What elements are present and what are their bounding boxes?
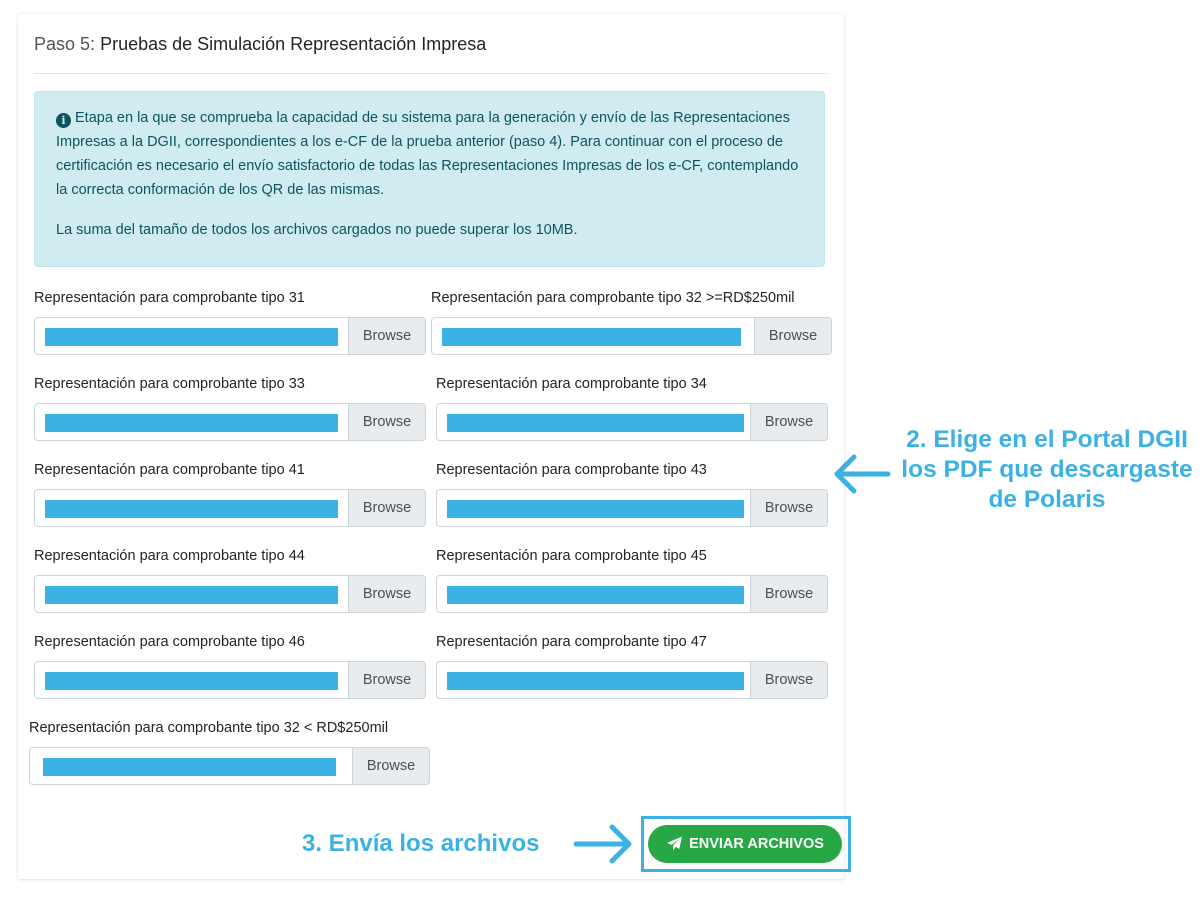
enviar-archivos-label: ENVIAR ARCHIVOS: [689, 836, 824, 852]
upload-input-34[interactable]: [436, 403, 828, 441]
upload-label-46: Representación para comprobante tipo 46: [34, 634, 305, 650]
browse-button[interactable]: Browse: [750, 662, 827, 698]
browse-button[interactable]: Browse: [348, 662, 425, 698]
upload-input-47[interactable]: [436, 661, 828, 699]
file-name-redacted: [447, 414, 744, 432]
upload-label-47: Representación para comprobante tipo 47: [436, 634, 707, 650]
divider: [34, 73, 827, 74]
upload-label-44: Representación para comprobante tipo 44: [34, 548, 305, 564]
file-name-redacted: [45, 328, 338, 346]
file-name-redacted: [45, 672, 338, 690]
upload-label-41: Representación para comprobante tipo 41: [34, 462, 305, 478]
annotation-step-2: 2. Elige en el Portal DGII los PDF que descargaste de Polaris: [901, 426, 1193, 513]
file-name-redacted: [43, 758, 336, 776]
upload-label-33: Representación para comprobante tipo 33: [34, 376, 305, 392]
browse-button[interactable]: Browse: [754, 318, 831, 354]
upload-label-32-mayor: Representación para comprobante tipo 32 >=RD$250mil: [431, 290, 795, 306]
upload-label-32-menor: Representación para comprobante tipo 32 < RD$250mil: [29, 720, 389, 736]
annotation-step-3: 3. Envía los archivos: [302, 830, 540, 857]
upload-input-32-menor[interactable]: [29, 747, 430, 785]
browse-button[interactable]: Browse: [348, 576, 425, 612]
step5-card: [18, 14, 844, 879]
paper-plane-icon: [666, 836, 683, 851]
upload-label-45: Representación para comprobante tipo 45: [436, 548, 707, 564]
upload-input-45[interactable]: [436, 575, 828, 613]
browse-button[interactable]: Browse: [352, 748, 429, 784]
upload-input-31[interactable]: [34, 317, 426, 355]
info-circle-icon: i: [56, 113, 71, 128]
info-alert-text: Etapa en la que se comprueba la capacidad de su sistema para la generación y envío de las Representaciones Impresas a la DGII, correspondientes a los e-CF de la prueba anterior (paso 4). Para continuar con el proceso de certificación es necesario el envío satisfactorio de todas las Representaciones Impresas de los e-CF, contemplando la correcta conformación de los QR de las mismas.: [56, 110, 799, 198]
file-name-redacted: [447, 672, 744, 690]
arrow-right-icon: [572, 822, 636, 866]
page-title: [34, 32, 486, 56]
upload-input-44[interactable]: [34, 575, 426, 613]
upload-input-43[interactable]: [436, 489, 828, 527]
info-alert: [34, 91, 825, 267]
upload-label-43: Representación para comprobante tipo 43: [436, 462, 707, 478]
info-alert-note: La suma del tamaño de todos los archivos cargados no puede superar los 10MB.: [56, 222, 578, 238]
file-name-redacted: [45, 414, 338, 432]
file-name-redacted: [442, 328, 741, 346]
browse-button[interactable]: Browse: [750, 490, 827, 526]
upload-input-32-mayor[interactable]: [431, 317, 832, 355]
info-alert-text-block: [56, 106, 804, 202]
upload-label-31: Representación para comprobante tipo 31: [34, 290, 305, 306]
file-name-redacted: [45, 586, 338, 604]
upload-input-33[interactable]: [34, 403, 426, 441]
step-title: Pruebas de Simulación Representación Impresa: [100, 34, 487, 54]
file-name-redacted: [447, 586, 744, 604]
upload-input-46[interactable]: [34, 661, 426, 699]
browse-button[interactable]: Browse: [348, 318, 425, 354]
enviar-archivos-button[interactable]: [648, 825, 842, 863]
step-prefix: Paso 5:: [34, 34, 96, 54]
browse-button[interactable]: Browse: [348, 490, 425, 526]
upload-label-34: Representación para comprobante tipo 34: [436, 376, 707, 392]
browse-button[interactable]: Browse: [750, 576, 827, 612]
browse-button[interactable]: Browse: [348, 404, 425, 440]
file-name-redacted: [45, 500, 338, 518]
arrow-left-icon: [832, 452, 892, 496]
file-name-redacted: [447, 500, 744, 518]
upload-input-41[interactable]: [34, 489, 426, 527]
browse-button[interactable]: Browse: [750, 404, 827, 440]
